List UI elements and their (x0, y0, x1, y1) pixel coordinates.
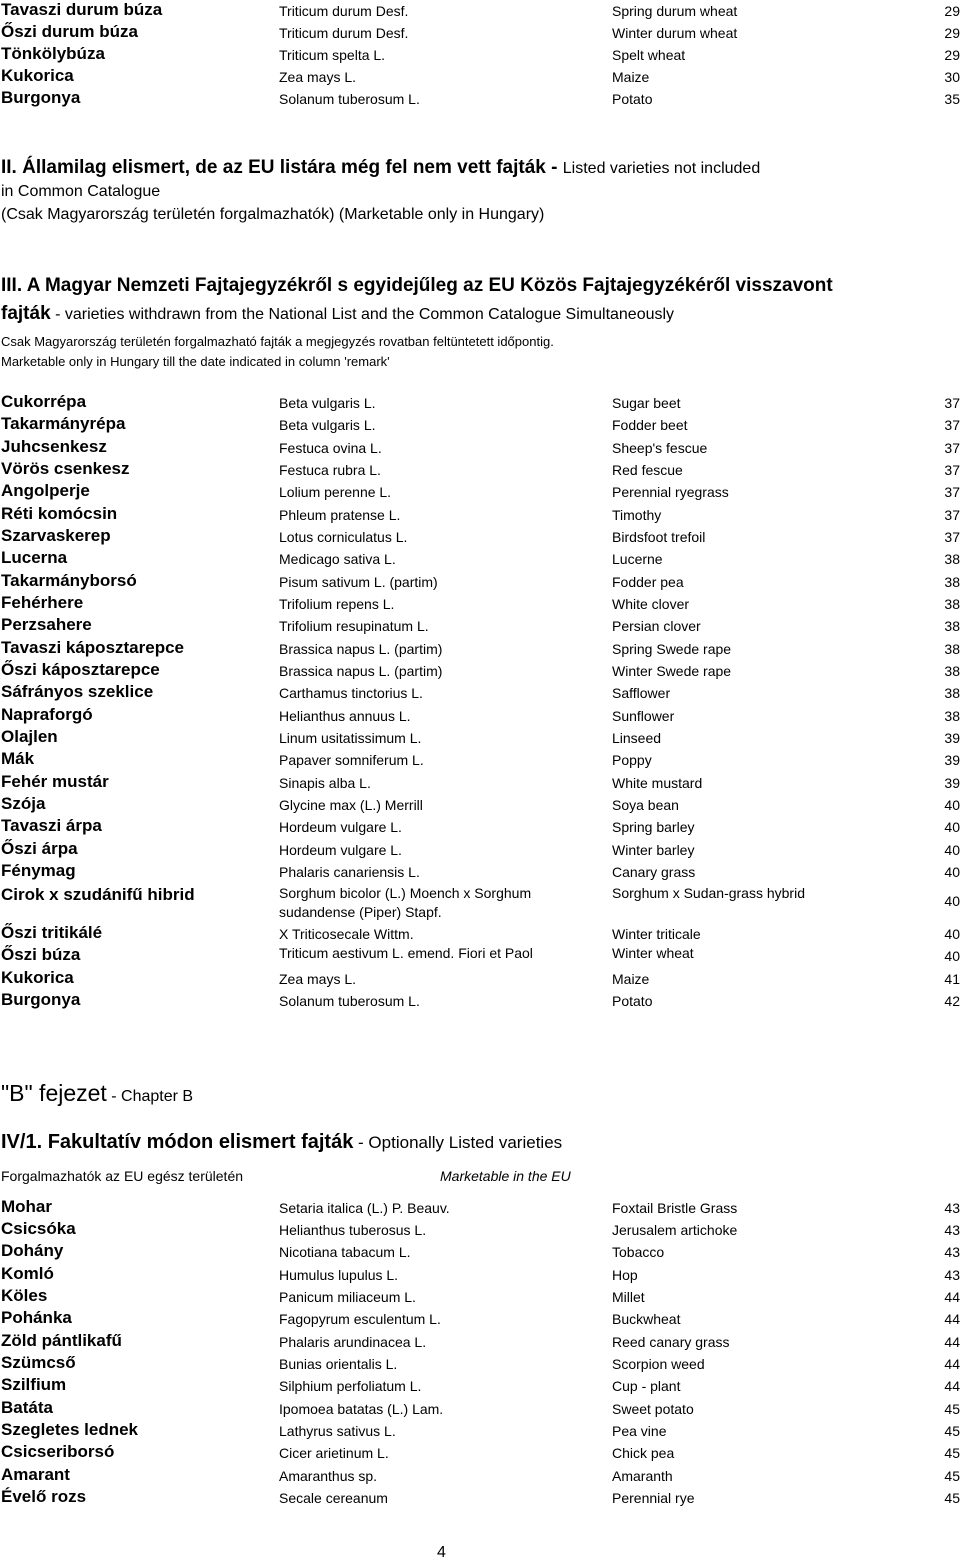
species-name-hu: Csicseriborsó (1, 1442, 115, 1461)
table-row (0, 682, 960, 704)
species-name-en: Spelt wheat (612, 47, 686, 63)
species-name-en: Canary grass (612, 864, 696, 880)
page-reference: 44 (944, 1378, 960, 1394)
table-row (0, 1487, 960, 1509)
species-name-latin: X Triticosecale Wittm. (279, 926, 414, 942)
species-name-latin: Papaver somniferum L. (279, 752, 424, 768)
table-row (0, 1331, 960, 1353)
species-name-en: Spring Swede rape (612, 641, 732, 657)
species-name-hu: Őszi durum búza (1, 22, 138, 41)
species-name-en: Amaranth (612, 1468, 673, 1484)
species-name-en: Winter barley (612, 842, 695, 858)
species-name-latin: Medicago sativa L. (279, 551, 396, 567)
page-reference: 43 (944, 1267, 960, 1283)
species-name-en: Perennial rye (612, 1490, 695, 1506)
species-name-hu: Szarvaskerep (1, 526, 111, 545)
page-number: 4 (437, 1544, 446, 1561)
page-reference: 38 (944, 574, 960, 590)
table-row (0, 459, 960, 481)
species-name-latin: Hordeum vulgare L. (279, 842, 402, 858)
chapter-b-title (1, 1080, 193, 1107)
species-name-hu: Mohar (1, 1197, 52, 1216)
section-iv-title-bold: IV/1. Fakultatív módon elismert fajták (1, 1131, 354, 1153)
species-name-en: Safflower (612, 685, 671, 701)
table-row (0, 392, 960, 414)
species-name-en: Poppy (612, 752, 652, 768)
species-name-hu: Amarant (1, 1465, 70, 1484)
species-name-latin: Lolium perenne L. (279, 484, 392, 500)
page-reference: 38 (944, 551, 960, 567)
species-name-latin: Phalaris canariensis L. (279, 864, 420, 880)
species-name-latin: Beta vulgaris L. (279, 417, 376, 433)
page-reference: 43 (944, 1244, 960, 1260)
species-name-en: Winter durum wheat (612, 25, 738, 41)
species-name-en: Pea vine (612, 1423, 667, 1439)
species-name-hu: Batáta (1, 1398, 53, 1417)
table-row (0, 839, 960, 861)
table-row (0, 1286, 960, 1308)
species-name-en: Sunflower (612, 708, 675, 724)
species-name-en: White clover (612, 596, 690, 612)
species-name-hu: Tavaszi káposztarepce (1, 638, 184, 657)
species-name-latin: Brassica napus L. (partim) (279, 641, 443, 657)
table-row (0, 1353, 960, 1375)
species-name-hu: Kukorica (1, 66, 74, 85)
table-row (0, 638, 960, 660)
species-name-hu: Sáfrányos szeklice (1, 682, 154, 701)
species-name-en: Sorghum x Sudan-grass hybrid (612, 885, 805, 901)
section-ii-title-line2: in Common Catalogue (1, 183, 161, 200)
species-name-en: Foxtail Bristle Grass (612, 1200, 738, 1216)
species-name-latin: Beta vulgaris L. (279, 395, 376, 411)
page-reference: 40 (944, 926, 960, 942)
table-row (0, 816, 960, 838)
table-row (0, 22, 960, 44)
table-row (0, 923, 960, 945)
species-name-hu: Napraforgó (1, 705, 93, 724)
species-name-en: Chick pea (612, 1445, 675, 1461)
table-row (0, 414, 960, 436)
species-name-hu: Köles (1, 1286, 48, 1305)
table-row (0, 727, 960, 749)
table-row (0, 772, 960, 794)
section-ii-title-normal: Listed varieties not included (562, 160, 761, 177)
species-name-hu: Mák (1, 749, 35, 768)
species-name-hu: Zöld pántlikafű (1, 1331, 122, 1350)
species-name-hu: Őszi búza (1, 945, 81, 964)
page-reference: 45 (944, 1490, 960, 1506)
table-row (0, 1308, 960, 1330)
species-name-hu: Szümcső (1, 1353, 76, 1372)
table-row (0, 1420, 960, 1442)
species-name-hu: Burgonya (1, 88, 81, 107)
species-name-hu: Őszi tritikálé (1, 923, 103, 942)
species-name-en: Winter triticale (612, 926, 701, 942)
species-name-en: Maize (612, 971, 650, 987)
species-name-latin: Zea mays L. (279, 69, 357, 85)
species-name-latin: Linum usitatissimum L. (279, 730, 422, 746)
page-reference: 39 (944, 752, 960, 768)
species-name-en: Perennial ryegrass (612, 484, 729, 500)
species-name-en: Fodder pea (612, 574, 684, 590)
section-iii-title-line2 (1, 303, 674, 325)
species-name-hu: Lucerna (1, 548, 68, 567)
table-row (0, 705, 960, 727)
species-name-hu: Komló (1, 1264, 54, 1283)
table-row (0, 1264, 960, 1286)
species-name-en: Sweet potato (612, 1401, 694, 1417)
table-row (0, 88, 960, 110)
section-iv-title-normal: - Optionally Listed varieties (353, 1133, 563, 1152)
species-name-hu: Fehérhere (1, 593, 84, 612)
species-name-en: Potato (612, 993, 653, 1009)
page-reference: 38 (944, 641, 960, 657)
species-name-latin: Ipomoea batatas (L.) Lam. (279, 1401, 444, 1417)
page-reference: 35 (944, 91, 960, 107)
species-name-latin: Trifolium resupinatum L. (279, 618, 429, 634)
page-reference: 39 (944, 775, 960, 791)
page-reference: 43 (944, 1222, 960, 1238)
species-name-latin: Lotus corniculatus L. (279, 529, 408, 545)
species-name-latin: Sorghum bicolor (L.) Moench x Sorghum sudandense (Piper) Stapf. (279, 885, 532, 920)
species-name-latin: Helianthus annuus L. (279, 708, 411, 724)
table-row (0, 504, 960, 526)
page-reference: 29 (944, 3, 960, 19)
species-name-latin: Bunias orientalis L. (279, 1356, 398, 1372)
page-reference: 38 (944, 663, 960, 679)
table-row (0, 593, 960, 615)
species-name-en: Fodder beet (612, 417, 688, 433)
species-name-en: Spring barley (612, 819, 695, 835)
page-reference: 37 (944, 440, 960, 456)
species-name-en: Timothy (612, 507, 662, 523)
species-name-latin: Humulus lupulus L. (279, 1267, 399, 1283)
species-name-latin: Secale cereanum (279, 1490, 388, 1506)
species-name-en: Potato (612, 91, 653, 107)
species-name-en: Winter wheat (612, 945, 694, 961)
species-name-latin: Sinapis alba L. (279, 775, 371, 791)
page-reference: 45 (944, 1445, 960, 1461)
page-reference: 37 (944, 462, 960, 478)
section-ii-title-bold: II. Államilag elismert, de az EU listára még fel nem vett fajták - (1, 157, 563, 178)
table-row (0, 571, 960, 593)
page-reference: 44 (944, 1311, 960, 1327)
table-row (0, 615, 960, 637)
page-reference: 38 (944, 708, 960, 724)
page-reference: 29 (944, 47, 960, 63)
species-name-hu: Szegletes lednek (1, 1420, 139, 1439)
species-name-en: Millet (612, 1289, 645, 1305)
species-name-hu: Cukorrépa (1, 392, 87, 411)
species-name-hu: Juhcsenkesz (1, 437, 107, 456)
species-name-en: Hop (612, 1267, 638, 1283)
species-name-hu: Évelő rozs (1, 1487, 87, 1506)
species-name-latin: Lathyrus sativus L. (279, 1423, 396, 1439)
section-iv-title (1, 1131, 562, 1154)
species-name-hu: Tönkölybúza (1, 44, 105, 63)
page-reference: 40 (944, 864, 960, 880)
species-name-hu: Szilfium (1, 1375, 67, 1394)
page-reference: 41 (944, 971, 960, 987)
page-reference: 45 (944, 1401, 960, 1417)
table-row (0, 660, 960, 682)
section-iii-note-hu: Csak Magyarország területén forgalmazható fajták a megjegyzés rovatban feltüntetett időpontig. (1, 334, 554, 349)
species-name-latin: Amaranthus sp. (279, 1468, 378, 1484)
page-reference: 42 (944, 993, 960, 1009)
species-name-latin: Glycine max (L.) Merrill (279, 797, 423, 813)
page-reference: 38 (944, 596, 960, 612)
species-name-hu: Takarmányborsó (1, 571, 137, 590)
species-name-latin: Carthamus tinctorius L. (279, 685, 423, 701)
species-name-hu: Perzsahere (1, 615, 92, 634)
table-row (0, 66, 960, 88)
section-iii-title: III. A Magyar Nemzeti Fajtajegyzékről s egyidejűleg az EU Közös Fajtajegyzékéről visszavont (1, 275, 833, 296)
species-name-latin: Solanum tuberosum L. (279, 91, 420, 107)
section-iii-title2-normal: - varieties withdrawn from the National List and the Common Catalogue Simultaneously (50, 306, 675, 323)
species-name-en: Tobacco (612, 1244, 665, 1260)
page-reference: 40 (944, 819, 960, 835)
table-row (0, 1442, 960, 1464)
table-row (0, 968, 960, 990)
species-name-en: Red fescue (612, 462, 683, 478)
species-name-hu: Pohánka (1, 1308, 72, 1327)
species-name-latin: Festuca rubra L. (279, 462, 381, 478)
species-name-latin: Phleum pratense L. (279, 507, 401, 523)
page-reference: 38 (944, 618, 960, 634)
species-name-en: Lucerne (612, 551, 663, 567)
species-name-hu: Burgonya (1, 990, 81, 1009)
species-name-latin: Triticum aestivum L. emend. Fiori et Paol (279, 945, 533, 961)
species-name-en: Spring durum wheat (612, 3, 738, 19)
market-note-en: Marketable in the EU (440, 1168, 571, 1184)
page-reference: 37 (944, 529, 960, 545)
table-row (0, 881, 960, 921)
species-name-en: Persian clover (612, 618, 701, 634)
species-name-latin: Cicer arietinum L. (279, 1445, 389, 1461)
page-reference: 44 (944, 1334, 960, 1350)
species-name-hu: Angolperje (1, 481, 90, 500)
species-name-hu: Réti komócsin (1, 504, 118, 523)
species-name-hu: Őszi káposztarepce (1, 660, 160, 679)
species-name-en: Cup - plant (612, 1378, 681, 1394)
species-name-hu: Szója (1, 794, 46, 813)
species-name-en: White mustard (612, 775, 703, 791)
species-name-latin: Silphium perfoliatum L. (279, 1378, 422, 1394)
species-name-hu: Tavaszi durum búza (1, 0, 163, 19)
table-row (0, 44, 960, 66)
chapter-b-title-sub: - Chapter B (106, 1088, 194, 1105)
table-row (0, 749, 960, 771)
species-name-en: Sheep's fescue (612, 440, 708, 456)
page-reference: 29 (944, 25, 960, 41)
page-reference: 40 (944, 797, 960, 813)
species-name-hu: Őszi árpa (1, 839, 78, 858)
page-reference: 37 (944, 417, 960, 433)
species-name-hu: Tavaszi árpa (1, 816, 102, 835)
species-name-latin: Phalaris arundinacea L. (279, 1334, 427, 1350)
page-reference: 43 (944, 1200, 960, 1216)
species-name-latin: Fagopyrum esculentum L. (279, 1311, 441, 1327)
species-name-en: Linseed (612, 730, 662, 746)
species-name-latin: Pisum sativum L. (partim) (279, 574, 438, 590)
page-reference: 40 (944, 893, 960, 909)
species-name-en: Reed canary grass (612, 1334, 730, 1350)
chapter-b-title-main: "B" fejezet (1, 1080, 107, 1106)
table-row (0, 861, 960, 883)
table-row (0, 945, 960, 967)
species-name-latin: Panicum miliaceum L. (279, 1289, 416, 1305)
species-name-hu: Cirok x szudánifű hibrid (1, 885, 195, 904)
species-name-hu: Fehér mustár (1, 772, 109, 791)
table-row (0, 1375, 960, 1397)
page-reference: 44 (944, 1289, 960, 1305)
species-name-hu: Kukorica (1, 968, 74, 987)
table-row (0, 1219, 960, 1241)
species-name-en: Maize (612, 69, 650, 85)
species-name-en: Soya bean (612, 797, 679, 813)
species-name-latin: Setaria italica (L.) P. Beauv. (279, 1200, 450, 1216)
species-name-latin: Brassica napus L. (partim) (279, 663, 443, 679)
species-name-latin: Nicotiana tabacum L. (279, 1244, 411, 1260)
table-row (0, 526, 960, 548)
page-reference: 38 (944, 685, 960, 701)
market-note-hu: Forgalmazhatók az EU egész területén (1, 1168, 244, 1184)
section-iii-note-en: Marketable only in Hungary till the date indicated in column 'remark' (1, 354, 390, 369)
section-iii-title2-bold: fajták (1, 303, 51, 324)
species-name-latin: Hordeum vulgare L. (279, 819, 402, 835)
species-name-latin: Zea mays L. (279, 971, 357, 987)
section-ii-subtitle: (Csak Magyarország területén forgalmazhatók) (Marketable only in Hungary) (1, 206, 545, 223)
species-name-latin: Triticum durum Desf. (279, 25, 409, 41)
species-name-hu: Vörös csenkesz (1, 459, 130, 478)
table-row (0, 481, 960, 503)
species-name-hu: Olajlen (1, 727, 58, 746)
species-name-en: Birdsfoot trefoil (612, 529, 706, 545)
page-reference: 45 (944, 1468, 960, 1484)
section-ii-title (1, 157, 760, 179)
table-row (0, 1197, 960, 1219)
species-name-latin: Trifolium repens L. (279, 596, 395, 612)
table-row (0, 1465, 960, 1487)
table-row (0, 794, 960, 816)
page-reference: 30 (944, 69, 960, 85)
table-row (0, 1241, 960, 1263)
page-reference: 37 (944, 507, 960, 523)
page-reference: 37 (944, 395, 960, 411)
table-row (0, 1398, 960, 1420)
page-reference: 39 (944, 730, 960, 746)
species-name-latin: Triticum durum Desf. (279, 3, 409, 19)
species-name-hu: Fénymag (1, 861, 76, 880)
species-name-hu: Takarmányrépa (1, 414, 126, 433)
species-name-latin: Helianthus tuberosus L. (279, 1222, 427, 1238)
species-name-latin: Festuca ovina L. (279, 440, 382, 456)
species-name-en: Jerusalem artichoke (612, 1222, 738, 1238)
page-reference: 40 (944, 948, 960, 964)
table-row (0, 0, 960, 22)
species-name-hu: Csicsóka (1, 1219, 76, 1238)
species-name-latin: Triticum spelta L. (279, 47, 386, 63)
page-reference: 44 (944, 1356, 960, 1372)
species-name-en: Scorpion weed (612, 1356, 705, 1372)
species-name-en: Buckwheat (612, 1311, 681, 1327)
species-name-hu: Dohány (1, 1241, 64, 1260)
species-name-en: Winter Swede rape (612, 663, 732, 679)
species-name-en: Sugar beet (612, 395, 681, 411)
table-row (0, 548, 960, 570)
page-reference: 45 (944, 1423, 960, 1439)
species-name-latin: Solanum tuberosum L. (279, 993, 420, 1009)
page-reference: 37 (944, 484, 960, 500)
page-reference: 40 (944, 842, 960, 858)
table-row (0, 437, 960, 459)
table-row (0, 990, 960, 1012)
